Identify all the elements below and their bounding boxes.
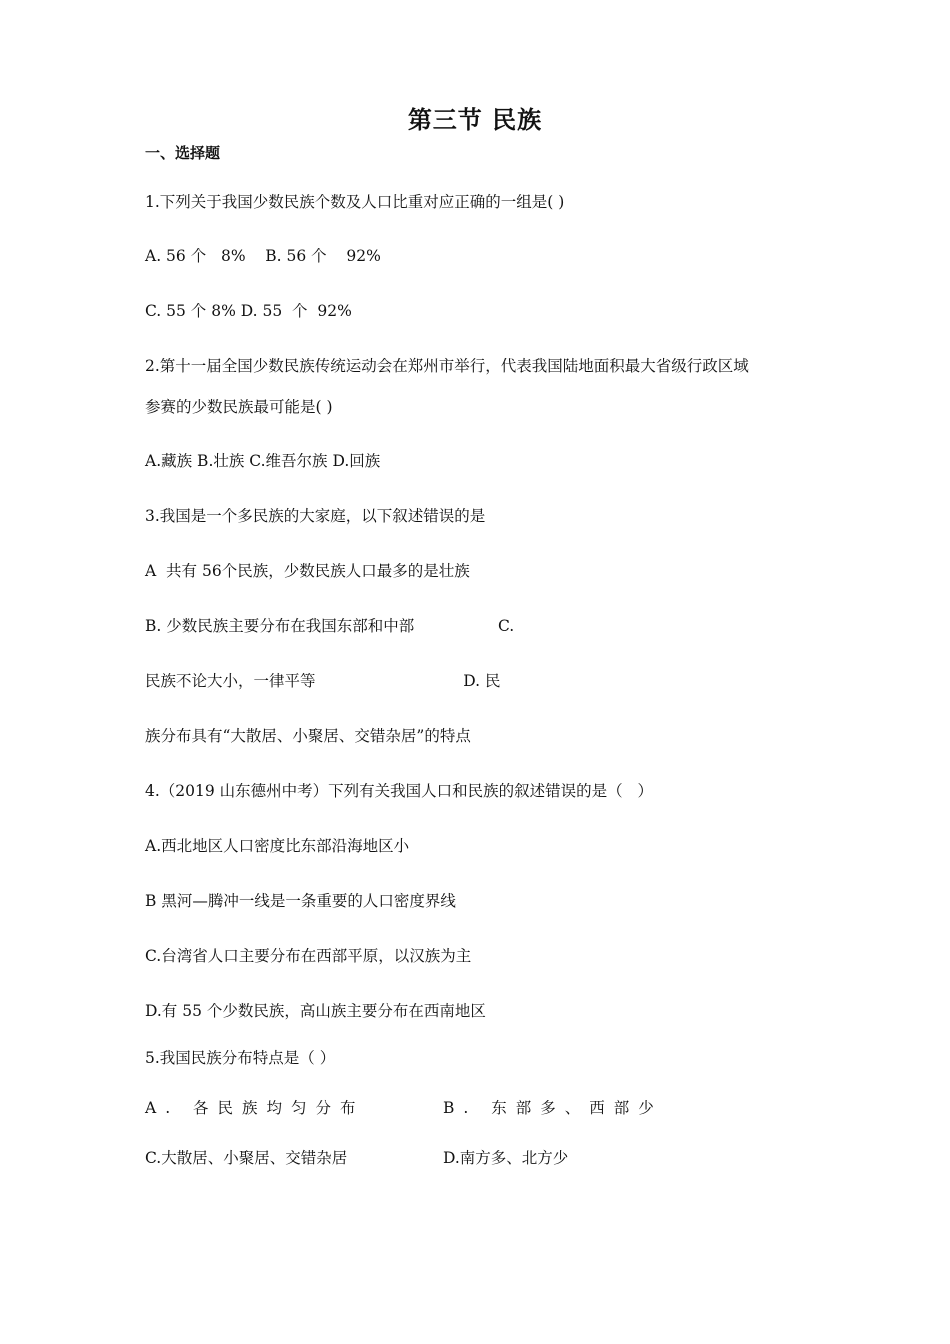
question-3-option-c: 民族不论大小，一律平等 D. 民 (145, 672, 501, 690)
question-4-option-a: A.西北地区人口密度比东部沿海地区小 (145, 837, 410, 855)
question-4-option-b: B 黑河—腾冲一线是一条重要的人口密度界线 (145, 892, 456, 910)
question-2-stem-line1: 2.第十一届全国少数民族传统运动会在郑州市举行，代表我国陆地面积最大省级行政区域 (145, 357, 749, 375)
page-title: 第三节 民族 (407, 106, 543, 134)
question-4-option-d: D.有 55 个少数民族，高山族主要分布在西南地区 (145, 1002, 486, 1020)
question-2-stem-line2: 参赛的少数民族最可能是( ) (145, 398, 333, 416)
question-5-option-a: A. 各民族均匀分布 (145, 1099, 365, 1117)
question-3-stem: 3.我国是一个多民族的大家庭，以下叙述错误的是 (145, 507, 486, 525)
question-5-option-d: D.南方多、北方少 (443, 1149, 569, 1167)
question-3-option-d: 族分布具有“大散居、小聚居、交错杂居”的特点 (145, 727, 471, 745)
question-1-options-ab: A. 56 个 8% B. 56 个 92% (145, 247, 381, 265)
section-heading: 一、选择题 (145, 144, 221, 162)
question-1-stem: 1.下列关于我国少数民族个数及人口比重对应正确的一组是( ) (145, 193, 565, 211)
question-1-options-cd: C. 55 个 8% D. 55 个 92% (145, 302, 352, 320)
question-3-option-b: B. 少数民族主要分布在我国东部和中部 C. (145, 617, 515, 635)
question-3-option-a: A 共有 56个民族，少数民族人口最多的是壮族 (145, 562, 470, 580)
question-2-options: A.藏族 B.壮族 C.维吾尔族 D.回族 (145, 452, 381, 470)
question-5-option-b: B. 东部多、西部少 (443, 1099, 663, 1117)
question-5-option-c: C.大散居、小聚居、交错杂居 (145, 1149, 348, 1167)
question-4-stem: 4.（2019 山东德州中考）下列有关我国人口和民族的叙述错误的是（ ） (145, 782, 653, 800)
question-4-option-c: C.台湾省人口主要分布在西部平原，以汉族为主 (145, 947, 472, 965)
question-5-stem: 5.我国民族分布特点是（ ） (145, 1049, 336, 1067)
